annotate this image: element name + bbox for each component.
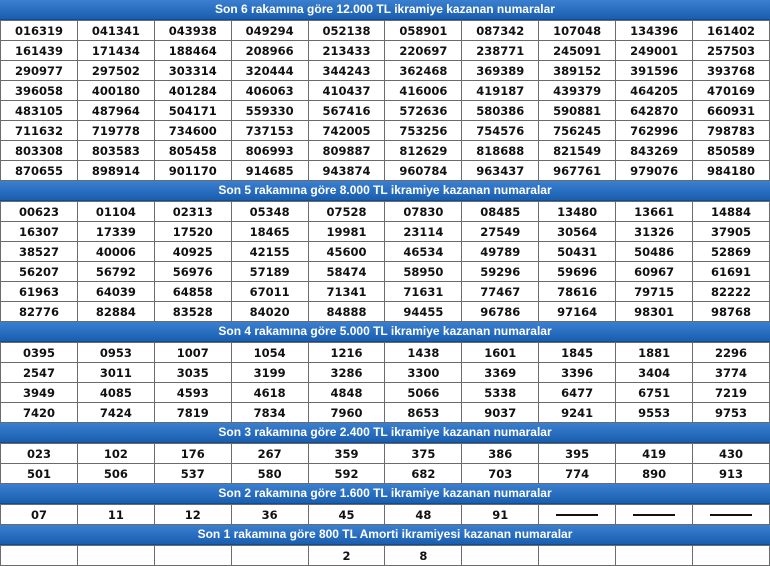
winning-number: 30564 [539, 222, 616, 242]
winning-number: 762996 [616, 121, 693, 141]
winning-number: 642870 [616, 101, 693, 121]
winning-number: 375 [385, 444, 462, 464]
winning-number: 4618 [231, 383, 308, 403]
winning-number: 580 [231, 464, 308, 484]
winning-number: 107048 [539, 21, 616, 41]
empty-dash-cell [539, 505, 616, 525]
numbers-table [0, 20, 770, 181]
winning-number: 386 [462, 444, 539, 464]
table-row [1, 505, 770, 525]
winning-number [616, 546, 693, 566]
winning-number: 64039 [77, 282, 154, 302]
table-row [1, 383, 770, 403]
winning-number: 3286 [308, 363, 385, 383]
winning-number: 4848 [308, 383, 385, 403]
winning-number: 17520 [154, 222, 231, 242]
table-row [1, 343, 770, 363]
winning-number: 7834 [231, 403, 308, 423]
winning-number: 61691 [693, 262, 770, 282]
table-row [1, 363, 770, 383]
winning-number: 504171 [154, 101, 231, 121]
winning-number: 9241 [539, 403, 616, 423]
winning-number: 46534 [385, 242, 462, 262]
winning-number: 041341 [77, 21, 154, 41]
winning-number: 40925 [154, 242, 231, 262]
table-row [1, 546, 770, 566]
table-row [1, 61, 770, 81]
winning-number: 3396 [539, 363, 616, 383]
winning-number: 161439 [1, 41, 78, 61]
numbers-table [0, 443, 770, 484]
winning-number: 419 [616, 444, 693, 464]
dash-mark [633, 514, 675, 516]
results-section [0, 322, 770, 423]
winning-number: 2547 [1, 363, 78, 383]
winning-number: 5338 [462, 383, 539, 403]
winning-number: 07830 [385, 202, 462, 222]
winning-number: 267 [231, 444, 308, 464]
winning-number: 023 [1, 444, 78, 464]
winning-number [1, 546, 78, 566]
table-row [1, 21, 770, 41]
winning-number: 960784 [385, 161, 462, 181]
winning-number: 19981 [308, 222, 385, 242]
winning-number: 812629 [385, 141, 462, 161]
numbers-table [0, 545, 770, 566]
winning-number: 734600 [154, 121, 231, 141]
winning-number: 82884 [77, 302, 154, 322]
winning-number: 1881 [616, 343, 693, 363]
winning-number: 901170 [154, 161, 231, 181]
table-row [1, 282, 770, 302]
winning-number: 1438 [385, 343, 462, 363]
winning-number: 42155 [231, 242, 308, 262]
winning-number: 419187 [462, 81, 539, 101]
results-section [0, 181, 770, 322]
dash-mark [710, 514, 752, 516]
winning-number: 9553 [616, 403, 693, 423]
table-row [1, 302, 770, 322]
winning-number: 756245 [539, 121, 616, 141]
section-title: Son 3 rakamına göre 2.400 TL ikramiye kazanan numaralar [0, 423, 770, 443]
winning-number: 016319 [1, 21, 78, 41]
winning-number: 487964 [77, 101, 154, 121]
winning-number: 393768 [693, 61, 770, 81]
winning-number: 82776 [1, 302, 78, 322]
table-row [1, 81, 770, 101]
winning-number [231, 546, 308, 566]
winning-number: 13661 [616, 202, 693, 222]
winning-number: 058901 [385, 21, 462, 41]
winning-number [154, 546, 231, 566]
winning-number: 238771 [462, 41, 539, 61]
winning-number: 18465 [231, 222, 308, 242]
winning-number: 17339 [77, 222, 154, 242]
winning-number: 8653 [385, 403, 462, 423]
winning-number: 396058 [1, 81, 78, 101]
winning-number: 00623 [1, 202, 78, 222]
winning-number: 719778 [77, 121, 154, 141]
winning-number: 416006 [385, 81, 462, 101]
winning-number: 40006 [77, 242, 154, 262]
winning-number: 91 [462, 505, 539, 525]
winning-number: 48 [385, 505, 462, 525]
winning-number: 2296 [693, 343, 770, 363]
winning-number: 71631 [385, 282, 462, 302]
winning-number: 257503 [693, 41, 770, 61]
winning-number: 31326 [616, 222, 693, 242]
winning-number: 967761 [539, 161, 616, 181]
winning-number: 703 [462, 464, 539, 484]
winning-number: 50431 [539, 242, 616, 262]
winning-number: 754576 [462, 121, 539, 141]
winning-number: 8 [385, 546, 462, 566]
winning-number: 64858 [154, 282, 231, 302]
winning-number [539, 546, 616, 566]
winning-number: 05348 [231, 202, 308, 222]
winning-number: 400180 [77, 81, 154, 101]
winning-number: 27549 [462, 222, 539, 242]
winning-number: 963437 [462, 161, 539, 181]
winning-number: 60967 [616, 262, 693, 282]
winning-number: 71341 [308, 282, 385, 302]
winning-number: 9037 [462, 403, 539, 423]
table-row [1, 41, 770, 61]
section-title: Son 4 rakamına göre 5.000 TL ikramiye kazanan numaralar [0, 322, 770, 342]
winning-number: 07 [1, 505, 78, 525]
winning-number: 3300 [385, 363, 462, 383]
winning-number: 809887 [308, 141, 385, 161]
winning-number: 49789 [462, 242, 539, 262]
winning-number: 806993 [231, 141, 308, 161]
winning-number: 2 [308, 546, 385, 566]
winning-number: 580386 [462, 101, 539, 121]
winning-number: 464205 [616, 81, 693, 101]
winning-number: 176 [154, 444, 231, 464]
winning-number: 78616 [539, 282, 616, 302]
winning-number: 320444 [231, 61, 308, 81]
winning-number: 3199 [231, 363, 308, 383]
table-row [1, 141, 770, 161]
table-row [1, 101, 770, 121]
table-row [1, 202, 770, 222]
winning-number: 208966 [231, 41, 308, 61]
winning-number: 249001 [616, 41, 693, 61]
winning-number: 23114 [385, 222, 462, 242]
empty-dash-cell [616, 505, 693, 525]
winning-number: 290977 [1, 61, 78, 81]
results-section [0, 525, 770, 566]
section-title: Son 6 rakamına göre 12.000 TL ikramiye kazanan numaralar [0, 0, 770, 20]
winning-number [693, 546, 770, 566]
winning-number: 483105 [1, 101, 78, 121]
winning-number: 58950 [385, 262, 462, 282]
table-row [1, 161, 770, 181]
winning-number: 3369 [462, 363, 539, 383]
winning-number: 52869 [693, 242, 770, 262]
winning-number: 220697 [385, 41, 462, 61]
winning-number: 6477 [539, 383, 616, 403]
winning-number: 818688 [462, 141, 539, 161]
winning-number: 79715 [616, 282, 693, 302]
winning-number: 245091 [539, 41, 616, 61]
winning-number: 660931 [693, 101, 770, 121]
winning-number: 3035 [154, 363, 231, 383]
winning-number: 16307 [1, 222, 78, 242]
winning-number: 61963 [1, 282, 78, 302]
winning-number: 821549 [539, 141, 616, 161]
winning-number: 171434 [77, 41, 154, 61]
winning-number: 9753 [693, 403, 770, 423]
winning-number: 410437 [308, 81, 385, 101]
winning-number: 0953 [77, 343, 154, 363]
winning-number: 96786 [462, 302, 539, 322]
winning-number: 188464 [154, 41, 231, 61]
winning-number: 83528 [154, 302, 231, 322]
winning-number: 850589 [693, 141, 770, 161]
winning-number: 58474 [308, 262, 385, 282]
winning-number: 36 [231, 505, 308, 525]
winning-number: 803583 [77, 141, 154, 161]
winning-number: 3404 [616, 363, 693, 383]
winning-number: 98301 [616, 302, 693, 322]
winning-number: 59296 [462, 262, 539, 282]
winning-number: 572636 [385, 101, 462, 121]
winning-number: 359 [308, 444, 385, 464]
winning-number: 052138 [308, 21, 385, 41]
winning-number: 389152 [539, 61, 616, 81]
winning-number: 979076 [616, 161, 693, 181]
table-row [1, 464, 770, 484]
winning-number: 590881 [539, 101, 616, 121]
winning-number: 56792 [77, 262, 154, 282]
winning-number: 049294 [231, 21, 308, 41]
winning-number: 470169 [693, 81, 770, 101]
winning-number: 59696 [539, 262, 616, 282]
section-title: Son 2 rakamına göre 1.600 TL ikramiye kazanan numaralar [0, 484, 770, 504]
winning-number: 161402 [693, 21, 770, 41]
dash-mark [556, 514, 598, 516]
winning-number: 501 [1, 464, 78, 484]
winning-number: 7219 [693, 383, 770, 403]
numbers-table [0, 201, 770, 322]
table-row [1, 444, 770, 464]
winning-number: 37905 [693, 222, 770, 242]
table-row [1, 403, 770, 423]
winning-number: 6751 [616, 383, 693, 403]
numbers-table [0, 504, 770, 525]
winning-number: 57189 [231, 262, 308, 282]
winning-number [462, 546, 539, 566]
winning-number: 07528 [308, 202, 385, 222]
winning-number: 984180 [693, 161, 770, 181]
winning-number: 711632 [1, 121, 78, 141]
winning-number: 843269 [616, 141, 693, 161]
winning-number: 56207 [1, 262, 78, 282]
table-row [1, 262, 770, 282]
winning-number: 08485 [462, 202, 539, 222]
winning-number: 84020 [231, 302, 308, 322]
winning-number: 1601 [462, 343, 539, 363]
winning-number: 97164 [539, 302, 616, 322]
winning-number: 753256 [385, 121, 462, 141]
winning-number: 913 [693, 464, 770, 484]
winning-number: 1845 [539, 343, 616, 363]
winning-number: 7420 [1, 403, 78, 423]
table-row [1, 242, 770, 262]
winning-number: 430 [693, 444, 770, 464]
empty-dash-cell [693, 505, 770, 525]
winning-number: 02313 [154, 202, 231, 222]
table-row [1, 121, 770, 141]
winning-number: 559330 [231, 101, 308, 121]
winning-number: 4085 [77, 383, 154, 403]
winning-number: 506 [77, 464, 154, 484]
winning-number: 1007 [154, 343, 231, 363]
winning-number: 13480 [539, 202, 616, 222]
results-section [0, 484, 770, 525]
winning-number: 737153 [231, 121, 308, 141]
winning-number: 798783 [693, 121, 770, 141]
winning-number: 38527 [1, 242, 78, 262]
winning-number: 12 [154, 505, 231, 525]
winning-number: 943874 [308, 161, 385, 181]
winning-number: 303314 [154, 61, 231, 81]
results-section [0, 0, 770, 181]
winning-number: 344243 [308, 61, 385, 81]
winning-number: 5066 [385, 383, 462, 403]
winning-number: 14884 [693, 202, 770, 222]
winning-number: 439379 [539, 81, 616, 101]
winning-number: 77467 [462, 282, 539, 302]
winning-number: 82222 [693, 282, 770, 302]
winning-number: 369389 [462, 61, 539, 81]
winning-number: 56976 [154, 262, 231, 282]
winning-number: 682 [385, 464, 462, 484]
winning-number: 0395 [1, 343, 78, 363]
winning-number: 406063 [231, 81, 308, 101]
winning-number: 774 [539, 464, 616, 484]
winning-number: 01104 [77, 202, 154, 222]
winning-number [77, 546, 154, 566]
winning-number: 1054 [231, 343, 308, 363]
winning-number: 3949 [1, 383, 78, 403]
winning-number: 7960 [308, 403, 385, 423]
winning-number: 803308 [1, 141, 78, 161]
winning-number: 567416 [308, 101, 385, 121]
winning-number: 898914 [77, 161, 154, 181]
results-section [0, 423, 770, 484]
winning-number: 890 [616, 464, 693, 484]
winning-number: 7424 [77, 403, 154, 423]
winning-number: 1216 [308, 343, 385, 363]
winning-number: 3011 [77, 363, 154, 383]
winning-number: 11 [77, 505, 154, 525]
winning-number: 592 [308, 464, 385, 484]
winning-number: 67011 [231, 282, 308, 302]
winning-number: 043938 [154, 21, 231, 41]
winning-number: 087342 [462, 21, 539, 41]
section-title: Son 1 rakamına göre 800 TL Amorti ikramiyesi kazanan numaralar [0, 525, 770, 545]
table-row [1, 222, 770, 242]
section-title: Son 5 rakamına göre 8.000 TL ikramiye kazanan numaralar [0, 181, 770, 201]
winning-number: 84888 [308, 302, 385, 322]
winning-number: 742005 [308, 121, 385, 141]
winning-number: 914685 [231, 161, 308, 181]
winning-number: 3774 [693, 363, 770, 383]
numbers-table [0, 342, 770, 423]
winning-number: 362468 [385, 61, 462, 81]
winning-number: 401284 [154, 81, 231, 101]
winning-number: 805458 [154, 141, 231, 161]
winning-number: 94455 [385, 302, 462, 322]
winning-number: 134396 [616, 21, 693, 41]
winning-number: 297502 [77, 61, 154, 81]
winning-number: 7819 [154, 403, 231, 423]
winning-number: 98768 [693, 302, 770, 322]
winning-number: 4593 [154, 383, 231, 403]
winning-number: 213433 [308, 41, 385, 61]
winning-number: 50486 [616, 242, 693, 262]
winning-number: 102 [77, 444, 154, 464]
winning-number: 391596 [616, 61, 693, 81]
winning-number: 537 [154, 464, 231, 484]
winning-number: 870655 [1, 161, 78, 181]
winning-number: 45600 [308, 242, 385, 262]
winning-number: 395 [539, 444, 616, 464]
winning-number: 45 [308, 505, 385, 525]
